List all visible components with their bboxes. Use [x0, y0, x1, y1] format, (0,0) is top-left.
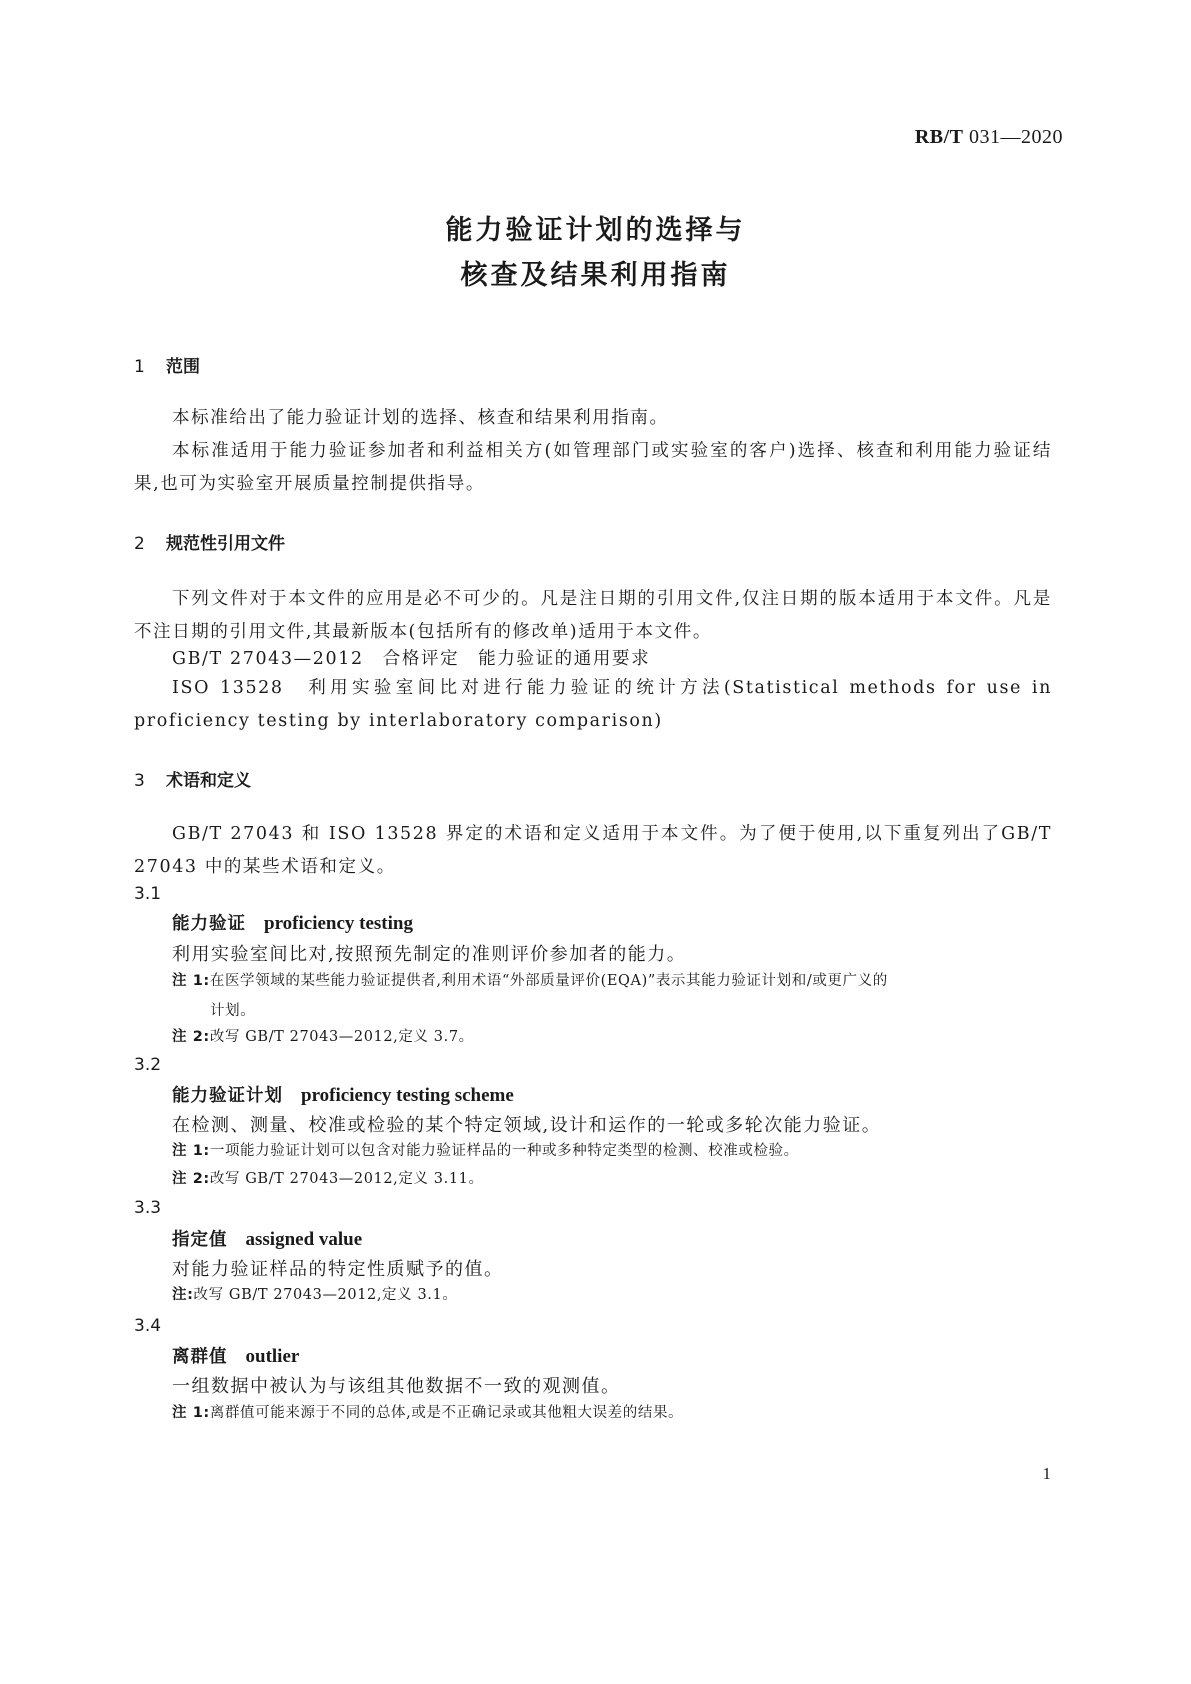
reference-item: ISO 13528 利用实验室间比对进行能力验证的统计方法(Statistical methods for use in proficiency testing by interlaboratory comparison): [134, 678, 1052, 731]
reference-item: GB/T 27043—2012 合格评定 能力验证的通用要求: [172, 649, 651, 669]
standard-prefix: RB/T: [914, 126, 964, 148]
standard-code: 031—2020: [969, 126, 1063, 148]
note-label: 注 1:: [172, 1143, 210, 1159]
term-english: proficiency testing scheme: [301, 1085, 514, 1106]
note-text: 离群值可能来源于不同的总体,或是不正确记录或其他粗大误差的结果。: [209, 1405, 684, 1421]
term-entry: [172, 1082, 514, 1107]
note-label: 注 2:: [172, 1171, 210, 1187]
term-entry: [172, 910, 413, 935]
paragraph: 下列文件对于本文件的应用是必不可少的。凡是注日期的引用文件,仅注日期的版本适用于本文件。凡是不注日期的引用文件,其最新版本(包括所有的修改单)适用于本文件。: [134, 589, 1052, 642]
term-entry: [172, 1226, 362, 1251]
term-chinese: 离群值: [172, 1347, 228, 1367]
section-number: 3: [134, 771, 145, 791]
note-text: 在医学领域的某些能力验证提供者,利用术语“外部质量评价(EQA)”表示其能力验证计划和/或更广义的: [209, 973, 888, 989]
section-title: 规范性引用文件: [166, 534, 285, 554]
note: [172, 1164, 1052, 1194]
standard-number: [915, 126, 1063, 149]
paragraph: GB/T 27043 和 ISO 13528 界定的术语和定义适用于本文件。为了便于使用,以下重复列出了GB/T 27043 中的某些术语和定义。: [134, 824, 1052, 877]
term-english: proficiency testing: [264, 913, 413, 934]
note-text: 改写 GB/T 27043—2012,定义 3.7。: [209, 1029, 474, 1045]
note-label: 注 1:: [172, 1405, 210, 1421]
note-text: 改写 GB/T 27043—2012,定义 3.1。: [193, 1287, 458, 1303]
paragraph: 本标准适用于能力验证参加者和利益相关方(如管理部门或实验室的客户)选择、核查和利用能力验证结果,也可为实验室开展质量控制提供指导。: [134, 441, 1052, 494]
term-definition: 利用实验室间比对,按照预先制定的准则评价参加者的能力。: [172, 944, 687, 965]
note: [172, 1280, 1052, 1310]
note-label: 注 1:: [172, 973, 210, 989]
term-chinese: 能力验证: [172, 914, 246, 934]
clause-number: 3.2: [134, 1055, 162, 1075]
note: [172, 1136, 1052, 1166]
section-title: 范围: [166, 357, 200, 377]
section-number: 2: [134, 534, 145, 554]
section-heading-scope: [134, 352, 200, 377]
term-entry: [172, 1343, 299, 1368]
term-definition: 对能力验证样品的特定性质赋予的值。: [172, 1259, 504, 1280]
note: [172, 1398, 1052, 1428]
page-number: 1: [1042, 1464, 1051, 1483]
note-text: 一项能力验证计划可以包含对能力验证样品的一种或多种特定类型的检测、校准或检验。: [209, 1143, 799, 1159]
section-number: 1: [134, 357, 145, 377]
note-label: 注 2:: [172, 1029, 210, 1045]
term-chinese: 能力验证计划: [172, 1086, 283, 1106]
section-heading-terms: [134, 766, 251, 791]
term-chinese: 指定值: [172, 1230, 228, 1250]
clause-number: 3.1: [134, 884, 162, 904]
note-text: 改写 GB/T 27043—2012,定义 3.11。: [209, 1171, 484, 1187]
term-definition: 在检测、测量、校准或检验的某个特定领域,设计和运作的一轮或多轮次能力验证。: [172, 1115, 882, 1136]
section-title: 术语和定义: [166, 771, 251, 791]
paragraph: 本标准给出了能力验证计划的选择、核查和结果利用指南。: [172, 408, 669, 428]
term-definition: 一组数据中被认为与该组其他数据不一致的观测值。: [172, 1376, 621, 1397]
clause-number: 3.3: [134, 1198, 162, 1218]
note-label: 注:: [172, 1287, 194, 1303]
note: [172, 966, 1052, 1026]
term-english: assigned value: [245, 1229, 363, 1250]
document-title-line-2: 核查及结果利用指南: [460, 260, 731, 291]
clause-number: 3.4: [134, 1316, 162, 1336]
section-heading-normative-references: [134, 529, 285, 554]
term-english: outlier: [245, 1346, 300, 1367]
note: [172, 1022, 1052, 1052]
document-title-line-1: 能力验证计划的选择与: [445, 215, 746, 246]
note-continuation: 计划。: [210, 1003, 256, 1019]
